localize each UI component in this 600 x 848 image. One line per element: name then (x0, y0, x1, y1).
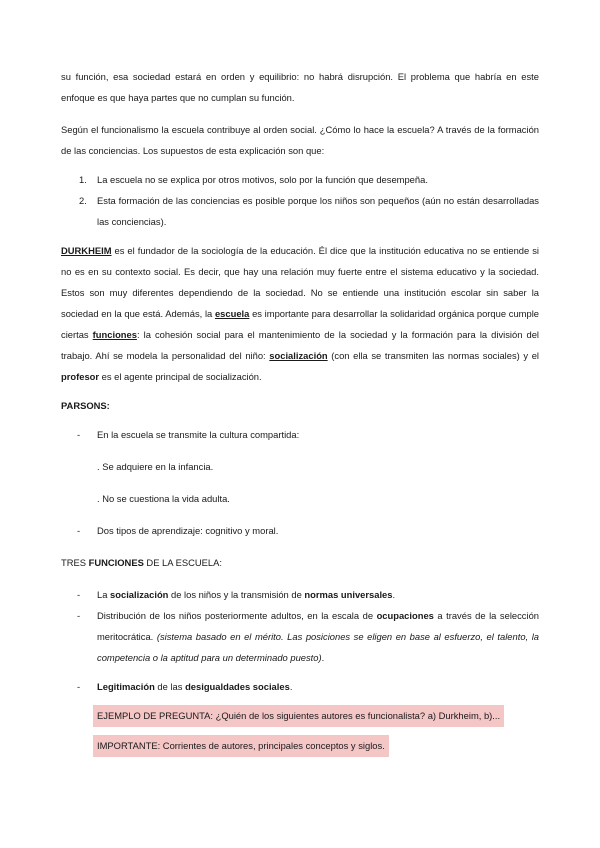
paragraph-funcionalismo: Según el funcionalismo la escuela contribuye al orden social. ¿Cómo lo hace la escuela? A través de la formación de las conciencias. Los supuestos de esta explicación son que: (61, 124, 539, 156)
list-item (61, 676, 539, 697)
dash-bullet: - (77, 525, 81, 536)
importante-highlight: IMPORTANTE: Corrientes de autores, principales conceptos y siglos. (93, 735, 389, 757)
funciones-list-2 (61, 676, 539, 697)
highlight-row (61, 735, 539, 757)
keyword-escuela: escuela (214, 308, 250, 319)
text-run: . (392, 589, 396, 600)
parsons-list-2 (61, 520, 539, 541)
funciones-list (61, 584, 539, 668)
durkheim-name: DURKHEIM (61, 245, 112, 256)
text-run: es el fundador de la sociología de la educación. Él dice que la institución educativa no se entiende si no es en su contexto social. Es decir, que hay una relación muy fuerte entre el sistema educativo y la sociedad. Estos son muy diferentes dependiendo de la sociedad. No se entiende una institución escolar sin saber la sociedad en la que está. Además, la (61, 245, 539, 319)
dash-bullet: - (77, 589, 81, 600)
italic-note: (sistema basado en el mérito. Las posiciones se eligen en base al esfuerzo, el talento, la competencia o la aptitud para un determinado puesto) (97, 631, 539, 663)
list-item-text: En la escuela se transmite la cultura compartida: (97, 429, 300, 440)
text-run: La (97, 589, 111, 600)
list-item (61, 605, 539, 668)
list-item (61, 584, 539, 605)
sub-point: . No se cuestiona la vida adulta. (97, 493, 230, 504)
keyword-funciones: funciones (92, 329, 137, 340)
sub-point: . Se adquiere en la infancia. (97, 461, 214, 472)
keyword-legitimacion: Legitimación (97, 681, 155, 692)
tres-funciones-heading (61, 552, 539, 573)
list-number: 2. (79, 195, 87, 206)
keyword-funciones-heading: FUNCIONES (88, 557, 144, 568)
text-run: . (321, 652, 325, 663)
ejemplo-highlight: EJEMPLO DE PREGUNTA: ¿Quién de los siguientes autores es funcionalista? a) Durkheim, b)... (93, 705, 504, 727)
list-item-text: Esta formación de las conciencias es posible porque los niños son pequeños (aún no están desarrolladas las conciencias). (97, 195, 539, 227)
list-item (61, 190, 539, 232)
text-run: (con ella se transmiten las normas sociales) y el (327, 350, 539, 361)
list-item (61, 169, 539, 190)
text-run: DE LA ESCUELA: (143, 557, 222, 568)
keyword-ocupaciones: ocupaciones (376, 610, 434, 621)
list-item-text: La escuela no se explica por otros motivos, solo por la función que desempeña. (97, 174, 428, 185)
list-item (61, 520, 539, 541)
text-run: TRES (61, 557, 89, 568)
text-run: a través de la selección meritocrática. (97, 610, 539, 642)
keyword-socializacion: socialización (269, 350, 328, 361)
keyword-desigualdades: desigualdades sociales (185, 681, 290, 692)
text-run: es importante para desarrollar la solidaridad orgánica porque cumple ciertas (61, 308, 539, 340)
text-run: . (289, 681, 293, 692)
keyword-socializacion-2: socialización (110, 589, 169, 600)
dash-bullet: - (77, 681, 81, 692)
parsons-list (61, 424, 539, 445)
text-run: Distribución de los niños posteriormente adultos, en la escala de (97, 610, 377, 621)
text-run: de las (154, 681, 186, 692)
numbered-list (61, 169, 539, 232)
keyword-profesor: profesor (61, 371, 100, 382)
parsons-heading: PARSONS: (61, 400, 110, 411)
dash-bullet: - (77, 610, 81, 621)
paragraph-durkheim (61, 240, 539, 387)
text-run: de los niños y la transmisión de (168, 589, 305, 600)
keyword-normas-universales: normas universales (304, 589, 393, 600)
paragraph-intro: su función, esa sociedad estará en orden y equilibrio: no habrá disrupción. El problema que habría en este enfoque es que haya partes que no cumplan su función. (61, 71, 539, 103)
list-item-text: Dos tipos de aprendizaje: cognitivo y moral. (97, 525, 279, 536)
highlight-row (61, 705, 539, 727)
list-item (61, 424, 539, 445)
text-run: : la cohesión social para el mantenimiento de la sociedad y la formación para la división del trabajo. Ahí se modela la personalidad del niño: (61, 329, 540, 361)
list-number: 1. (79, 174, 87, 185)
dash-bullet: - (77, 429, 81, 440)
text-run: es el agente principal de socialización. (99, 371, 262, 382)
